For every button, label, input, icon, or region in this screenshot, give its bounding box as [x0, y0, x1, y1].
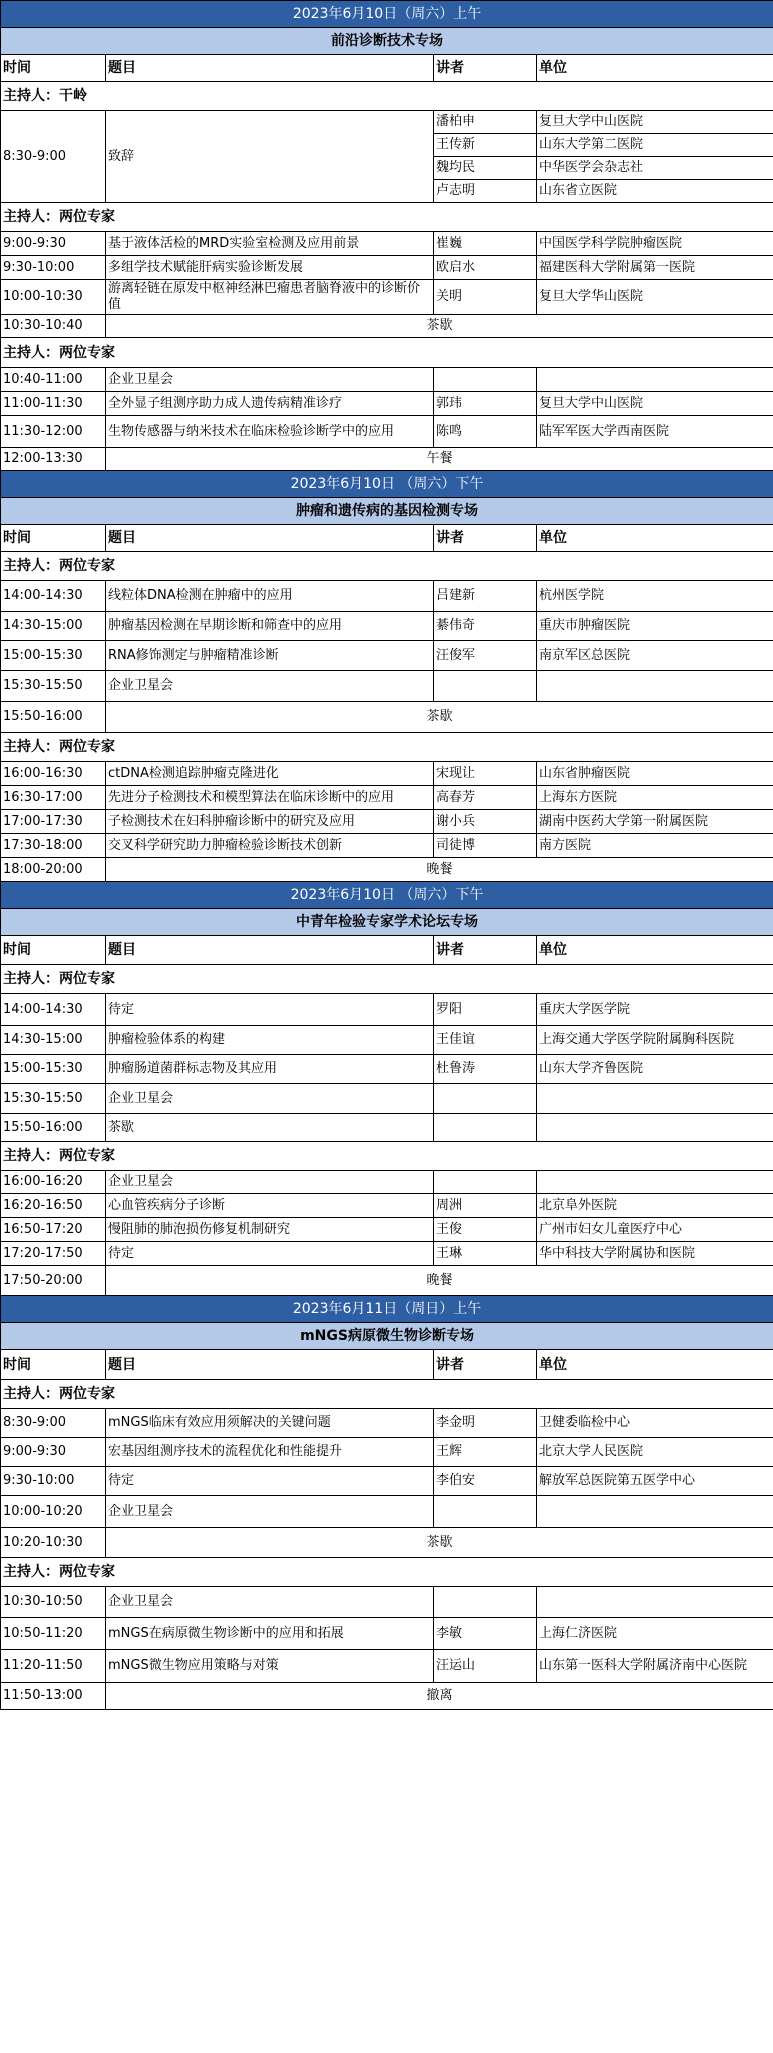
talk-time: 8:30-9:00	[1, 111, 106, 203]
break-label: 茶歇	[106, 702, 773, 733]
session-date: 2023年6月11日（周日）上午	[1, 1296, 773, 1323]
talk-speaker: 司徒博	[434, 834, 537, 858]
break-label: 撤离	[106, 1683, 773, 1710]
talk-unit: 山东大学齐鲁医院	[537, 1055, 773, 1084]
break-row	[1, 1266, 773, 1296]
talk-time: 14:00-14:30	[1, 581, 106, 612]
talk-topic: 全外显子组测序助力成人遗传病精准诊疗	[106, 392, 434, 416]
break-row	[1, 702, 773, 733]
table-row	[1, 1496, 773, 1528]
talk-time: 10:00-10:30	[1, 280, 106, 315]
talk-topic: mNGS微生物应用策略与对策	[106, 1650, 434, 1683]
header-time: 时间	[1, 525, 106, 552]
talk-unit: 广州市妇女儿童医疗中心	[537, 1218, 773, 1242]
talk-speaker: 关明	[434, 280, 537, 315]
break-label: 茶歇	[106, 315, 773, 338]
talk-speaker: 卢志明	[434, 180, 537, 203]
talk-topic: 生物传感器与纳米技术在临床检验诊断学中的应用	[106, 416, 434, 448]
talk-topic: 多组学技术赋能肝病实验诊断发展	[106, 256, 434, 280]
header-topic: 题目	[106, 1350, 434, 1380]
table-row	[1, 1218, 773, 1242]
talk-time: 11:30-12:00	[1, 416, 106, 448]
talk-unit	[537, 368, 773, 392]
table-row	[1, 1055, 773, 1084]
schedule-body	[1, 1, 773, 1710]
header-time: 时间	[1, 1350, 106, 1380]
host-row	[1, 965, 773, 994]
day-banner	[1, 1, 773, 28]
break-label: 晚餐	[106, 858, 773, 882]
talk-time: 9:00-9:30	[1, 232, 106, 256]
talk-speaker: 欧启水	[434, 256, 537, 280]
talk-unit	[537, 1587, 773, 1618]
table-row	[1, 1114, 773, 1142]
talk-time: 10:30-10:50	[1, 1587, 106, 1618]
talk-topic: 慢阻肺的肺泡损伤修复机制研究	[106, 1218, 434, 1242]
session-title-row	[1, 1323, 773, 1350]
talk-time: 8:30-9:00	[1, 1409, 106, 1438]
table-row	[1, 834, 773, 858]
header-time: 时间	[1, 55, 106, 82]
host-row	[1, 82, 773, 111]
talk-topic: 致辞	[106, 111, 434, 203]
talk-speaker: 李伯安	[434, 1467, 537, 1496]
talk-time: 11:20-11:50	[1, 1650, 106, 1683]
talk-unit: 中华医学会杂志社	[537, 157, 773, 180]
header-time: 时间	[1, 936, 106, 965]
table-row	[1, 641, 773, 671]
break-label: 午餐	[106, 448, 773, 471]
header-speaker: 讲者	[434, 1350, 537, 1380]
table-row	[1, 392, 773, 416]
talk-time: 11:00-11:30	[1, 392, 106, 416]
talk-topic: 待定	[106, 994, 434, 1026]
table-row	[1, 1650, 773, 1683]
talk-unit: 中国医学科学院肿瘤医院	[537, 232, 773, 256]
talk-speaker: 王传新	[434, 134, 537, 157]
talk-speaker: 宋现让	[434, 762, 537, 786]
header-unit: 单位	[537, 55, 773, 82]
header-topic: 题目	[106, 936, 434, 965]
talk-topic: 待定	[106, 1467, 434, 1496]
column-header-row	[1, 525, 773, 552]
talk-speaker: 汪俊军	[434, 641, 537, 671]
header-unit: 单位	[537, 1350, 773, 1380]
talk-unit	[537, 1496, 773, 1528]
talk-speaker: 高春芳	[434, 786, 537, 810]
break-time: 10:30-10:40	[1, 315, 106, 338]
talk-time: 15:30-15:50	[1, 671, 106, 702]
day-banner	[1, 882, 773, 909]
talk-time: 10:40-11:00	[1, 368, 106, 392]
talk-topic: mNGS在病原微生物诊断中的应用和拓展	[106, 1618, 434, 1650]
table-row	[1, 368, 773, 392]
talk-speaker: 汪运山	[434, 1650, 537, 1683]
session-title: 前沿诊断技术专场	[1, 28, 773, 55]
talk-speaker	[434, 1114, 537, 1142]
talk-unit: 福建医科大学附属第一医院	[537, 256, 773, 280]
table-row	[1, 581, 773, 612]
host-text: 主持人：两位专家	[1, 733, 773, 762]
talk-topic: 企业卫星会	[106, 671, 434, 702]
talk-speaker: 潘柏申	[434, 111, 537, 134]
table-row	[1, 1409, 773, 1438]
talk-time: 15:50-16:00	[1, 1114, 106, 1142]
break-time: 10:20-10:30	[1, 1528, 106, 1558]
talk-topic: 企业卫星会	[106, 368, 434, 392]
talk-topic: 宏基因组测序技术的流程优化和性能提升	[106, 1438, 434, 1467]
talk-topic: 企业卫星会	[106, 1587, 434, 1618]
break-row	[1, 1683, 773, 1710]
talk-time: 9:00-9:30	[1, 1438, 106, 1467]
session-title: 肿瘤和遗传病的基因检测专场	[1, 498, 773, 525]
talk-speaker: 罗阳	[434, 994, 537, 1026]
talk-unit: 重庆市肿瘤医院	[537, 612, 773, 641]
table-row	[1, 671, 773, 702]
talk-time: 17:00-17:30	[1, 810, 106, 834]
talk-topic: 茶歇	[106, 1114, 434, 1142]
host-text: 主持人：两位专家	[1, 1142, 773, 1171]
break-time: 11:50-13:00	[1, 1683, 106, 1710]
session-date: 2023年6月10日 （周六）下午	[1, 882, 773, 909]
table-row	[1, 612, 773, 641]
host-text: 主持人：两位专家	[1, 1380, 773, 1409]
table-row	[1, 762, 773, 786]
talk-time: 17:20-17:50	[1, 1242, 106, 1266]
talk-unit: 北京大学人民医院	[537, 1438, 773, 1467]
talk-time: 15:30-15:50	[1, 1084, 106, 1114]
talk-topic: 待定	[106, 1242, 434, 1266]
table-row	[1, 994, 773, 1026]
talk-topic: 肿瘤检验体系的构建	[106, 1026, 434, 1055]
talk-topic: 肿瘤基因检测在早期诊断和筛查中的应用	[106, 612, 434, 641]
header-speaker: 讲者	[434, 55, 537, 82]
talk-speaker	[434, 1587, 537, 1618]
talk-unit: 山东第一医科大学附属济南中心医院	[537, 1650, 773, 1683]
session-title-row	[1, 28, 773, 55]
talk-unit: 上海交通大学医学院附属胸科医院	[537, 1026, 773, 1055]
talk-time: 10:00-10:20	[1, 1496, 106, 1528]
talk-time: 9:30-10:00	[1, 256, 106, 280]
column-header-row	[1, 55, 773, 82]
day-banner	[1, 471, 773, 498]
header-unit: 单位	[537, 936, 773, 965]
talk-topic: RNA修饰测定与肿瘤精准诊断	[106, 641, 434, 671]
talk-speaker: 李敏	[434, 1618, 537, 1650]
talk-time: 14:00-14:30	[1, 994, 106, 1026]
talk-speaker: 杜鲁涛	[434, 1055, 537, 1084]
talk-unit	[537, 671, 773, 702]
table-row	[1, 232, 773, 256]
talk-time: 16:00-16:20	[1, 1171, 106, 1194]
table-row	[1, 786, 773, 810]
talk-speaker: 王琳	[434, 1242, 537, 1266]
talk-unit: 陆军军医大学西南医院	[537, 416, 773, 448]
talk-time: 16:00-16:30	[1, 762, 106, 786]
session-title-row	[1, 498, 773, 525]
talk-unit	[537, 1171, 773, 1194]
talk-speaker	[434, 1084, 537, 1114]
session-date: 2023年6月10日 （周六）下午	[1, 471, 773, 498]
host-row	[1, 733, 773, 762]
break-time: 15:50-16:00	[1, 702, 106, 733]
talk-unit: 山东省肿瘤医院	[537, 762, 773, 786]
break-row	[1, 448, 773, 471]
talk-speaker	[434, 1496, 537, 1528]
talk-topic: 企业卫星会	[106, 1171, 434, 1194]
talk-topic: 心血管疾病分子诊断	[106, 1194, 434, 1218]
host-text: 主持人：干岭	[1, 82, 773, 111]
break-time: 17:50-20:00	[1, 1266, 106, 1296]
header-speaker: 讲者	[434, 525, 537, 552]
table-row	[1, 810, 773, 834]
talk-unit: 北京阜外医院	[537, 1194, 773, 1218]
talk-unit: 上海仁济医院	[537, 1618, 773, 1650]
talk-unit: 杭州医学院	[537, 581, 773, 612]
host-row	[1, 1558, 773, 1587]
host-row	[1, 203, 773, 232]
talk-topic: 企业卫星会	[106, 1084, 434, 1114]
talk-unit: 湖南中医药大学第一附属医院	[537, 810, 773, 834]
talk-unit: 上海东方医院	[537, 786, 773, 810]
table-row	[1, 1194, 773, 1218]
talk-unit: 南京军区总医院	[537, 641, 773, 671]
column-header-row	[1, 936, 773, 965]
talk-topic: 游离轻链在原发中枢神经淋巴瘤患者脑脊液中的诊断价值	[106, 280, 434, 315]
talk-time: 16:50-17:20	[1, 1218, 106, 1242]
talk-unit: 复旦大学华山医院	[537, 280, 773, 315]
host-text: 主持人：两位专家	[1, 965, 773, 994]
talk-unit	[537, 1114, 773, 1142]
talk-time: 15:00-15:30	[1, 641, 106, 671]
talk-speaker: 周洲	[434, 1194, 537, 1218]
talk-time: 16:20-16:50	[1, 1194, 106, 1218]
talk-unit: 复旦大学中山医院	[537, 111, 773, 134]
table-row	[1, 1587, 773, 1618]
break-time: 12:00-13:30	[1, 448, 106, 471]
talk-time: 9:30-10:00	[1, 1467, 106, 1496]
table-row	[1, 1242, 773, 1266]
talk-speaker: 吕建新	[434, 581, 537, 612]
talk-topic: 子检测技术在妇科肿瘤诊断中的研究及应用	[106, 810, 434, 834]
table-row	[1, 1171, 773, 1194]
break-row	[1, 858, 773, 882]
talk-unit: 卫健委临检中心	[537, 1409, 773, 1438]
talk-unit: 解放军总医院第五医学中心	[537, 1467, 773, 1496]
session-title-row	[1, 909, 773, 936]
break-row	[1, 315, 773, 338]
break-time: 18:00-20:00	[1, 858, 106, 882]
host-row	[1, 338, 773, 368]
table-row	[1, 111, 773, 134]
table-row	[1, 280, 773, 315]
talk-speaker: 郭玮	[434, 392, 537, 416]
talk-time: 14:30-15:00	[1, 612, 106, 641]
talk-topic: ctDNA检测追踪肿瘤克隆进化	[106, 762, 434, 786]
talk-speaker: 魏均民	[434, 157, 537, 180]
talk-topic: 交叉科学研究助力肿瘤检验诊断技术创新	[106, 834, 434, 858]
talk-topic: 肿瘤肠道菌群标志物及其应用	[106, 1055, 434, 1084]
talk-unit: 重庆大学医学院	[537, 994, 773, 1026]
host-text: 主持人：两位专家	[1, 1558, 773, 1587]
table-row	[1, 1618, 773, 1650]
talk-speaker: 王俊	[434, 1218, 537, 1242]
talk-speaker	[434, 671, 537, 702]
host-text: 主持人：两位专家	[1, 552, 773, 581]
break-label: 茶歇	[106, 1528, 773, 1558]
header-topic: 题目	[106, 525, 434, 552]
talk-speaker: 崔巍	[434, 232, 537, 256]
break-row	[1, 1528, 773, 1558]
header-unit: 单位	[537, 525, 773, 552]
table-row	[1, 1467, 773, 1496]
column-header-row	[1, 1350, 773, 1380]
break-label: 晚餐	[106, 1266, 773, 1296]
talk-speaker: 綦伟奇	[434, 612, 537, 641]
talk-unit: 山东大学第二医院	[537, 134, 773, 157]
header-speaker: 讲者	[434, 936, 537, 965]
talk-topic: 线粒体DNA检测在肿瘤中的应用	[106, 581, 434, 612]
talk-speaker	[434, 368, 537, 392]
table-row	[1, 256, 773, 280]
table-row	[1, 1026, 773, 1055]
host-row	[1, 1380, 773, 1409]
host-row	[1, 1142, 773, 1171]
header-topic: 题目	[106, 55, 434, 82]
talk-time: 17:30-18:00	[1, 834, 106, 858]
session-title: 中青年检验专家学术论坛专场	[1, 909, 773, 936]
talk-time: 16:30-17:00	[1, 786, 106, 810]
day-banner	[1, 1296, 773, 1323]
talk-topic: 基于液体活检的MRD实验室检测及应用前景	[106, 232, 434, 256]
talk-time: 10:50-11:20	[1, 1618, 106, 1650]
table-row	[1, 416, 773, 448]
session-title: mNGS病原微生物诊断专场	[1, 1323, 773, 1350]
talk-speaker: 王辉	[434, 1438, 537, 1467]
talk-speaker	[434, 1171, 537, 1194]
talk-time: 15:00-15:30	[1, 1055, 106, 1084]
talk-speaker: 李金明	[434, 1409, 537, 1438]
talk-speaker: 谢小兵	[434, 810, 537, 834]
host-text: 主持人：两位专家	[1, 338, 773, 368]
talk-time: 14:30-15:00	[1, 1026, 106, 1055]
talk-unit: 山东省立医院	[537, 180, 773, 203]
talk-unit: 华中科技大学附属协和医院	[537, 1242, 773, 1266]
host-row	[1, 552, 773, 581]
table-row	[1, 1438, 773, 1467]
session-date: 2023年6月10日（周六）上午	[1, 1, 773, 28]
host-text: 主持人：两位专家	[1, 203, 773, 232]
table-row	[1, 1084, 773, 1114]
talk-unit: 复旦大学中山医院	[537, 392, 773, 416]
talk-topic: mNGS临床有效应用须解决的关键问题	[106, 1409, 434, 1438]
talk-topic: 企业卫星会	[106, 1496, 434, 1528]
talk-unit: 南方医院	[537, 834, 773, 858]
talk-unit	[537, 1084, 773, 1114]
talk-speaker: 陈鸣	[434, 416, 537, 448]
talk-speaker: 王佳谊	[434, 1026, 537, 1055]
talk-topic: 先进分子检测技术和模型算法在临床诊断中的应用	[106, 786, 434, 810]
